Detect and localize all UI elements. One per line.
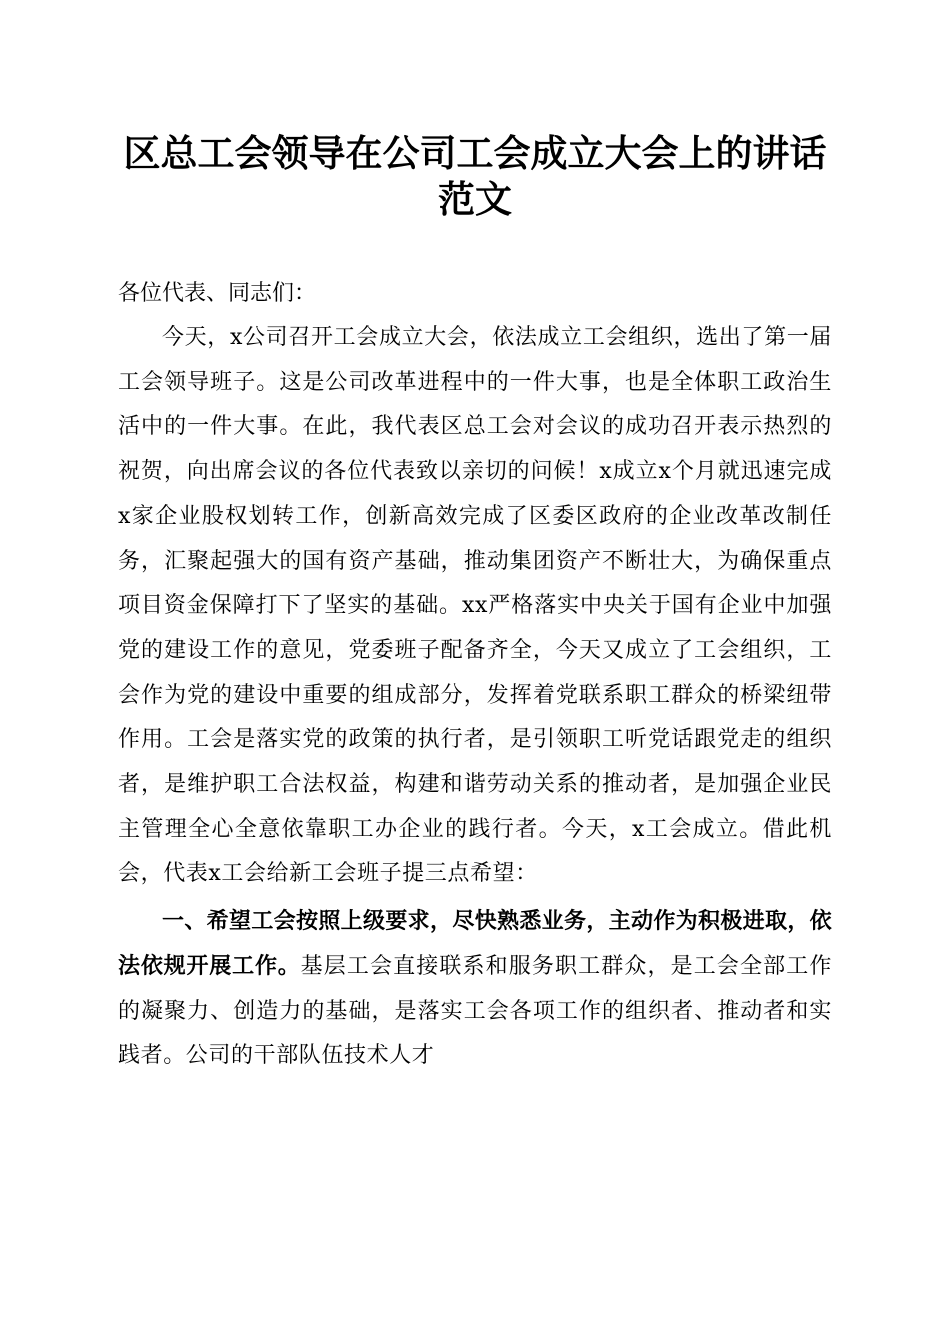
paragraph-1: 今天，x公司召开工会成立大会，依法成立工会组织，选出了第一届工会领导班子。这是公司改革进程中的一件大事，也是全体职工政治生活中的一件大事。在此，我代表区总工会对会议的成功召开表示热烈的祝贺，向出席会议的各位代表致以亲切的问候！x成立x个月就迅速完成x家企业股权划转工作，创新高效完成了区委区政府的企业改革改制任务，汇聚起强大的国有资产基础，推动集团资产不断壮大，为确保重点项目资金保障打下了坚实的基础。xx严格落实中央关于国有企业中加强党的建设工作的意见，党委班子配备齐全，今天又成立了工会组织，工会作为党的建设中重要的组成部分，发挥着党联系职工群众的桥梁纽带作用。工会是落实党的政策的执行者，是引领职工听党话跟党走的组织者，是维护职工合法权益，构建和谐劳动关系的推动者，是加强企业民主管理全心全意依靠职工办企业的践行者。今天，x工会成立。借此机会，代表x工会给新工会班子提三点希望：: [118, 325, 832, 887]
document-title: 区总工会领导在公司工会成立大会上的讲话范文: [123, 131, 827, 221]
document-page: [118, 130, 832, 1079]
paragraph-2-body: 基层工会直接联系和服务职工群众，是工会全部工作的凝聚力、创造力的基础，是落实工会各项工作的组织者、推动者和实践者。公司的干部队伍技术人才: [118, 953, 832, 1069]
paragraph-2-heading: 一、希望工会按照上级要求，尽快熟悉业务，主动作为积极进取，依法依规开展工作。: [118, 909, 832, 979]
salutation: 各位代表、同志们：: [118, 281, 317, 306]
paragraph-2: [118, 900, 832, 1079]
